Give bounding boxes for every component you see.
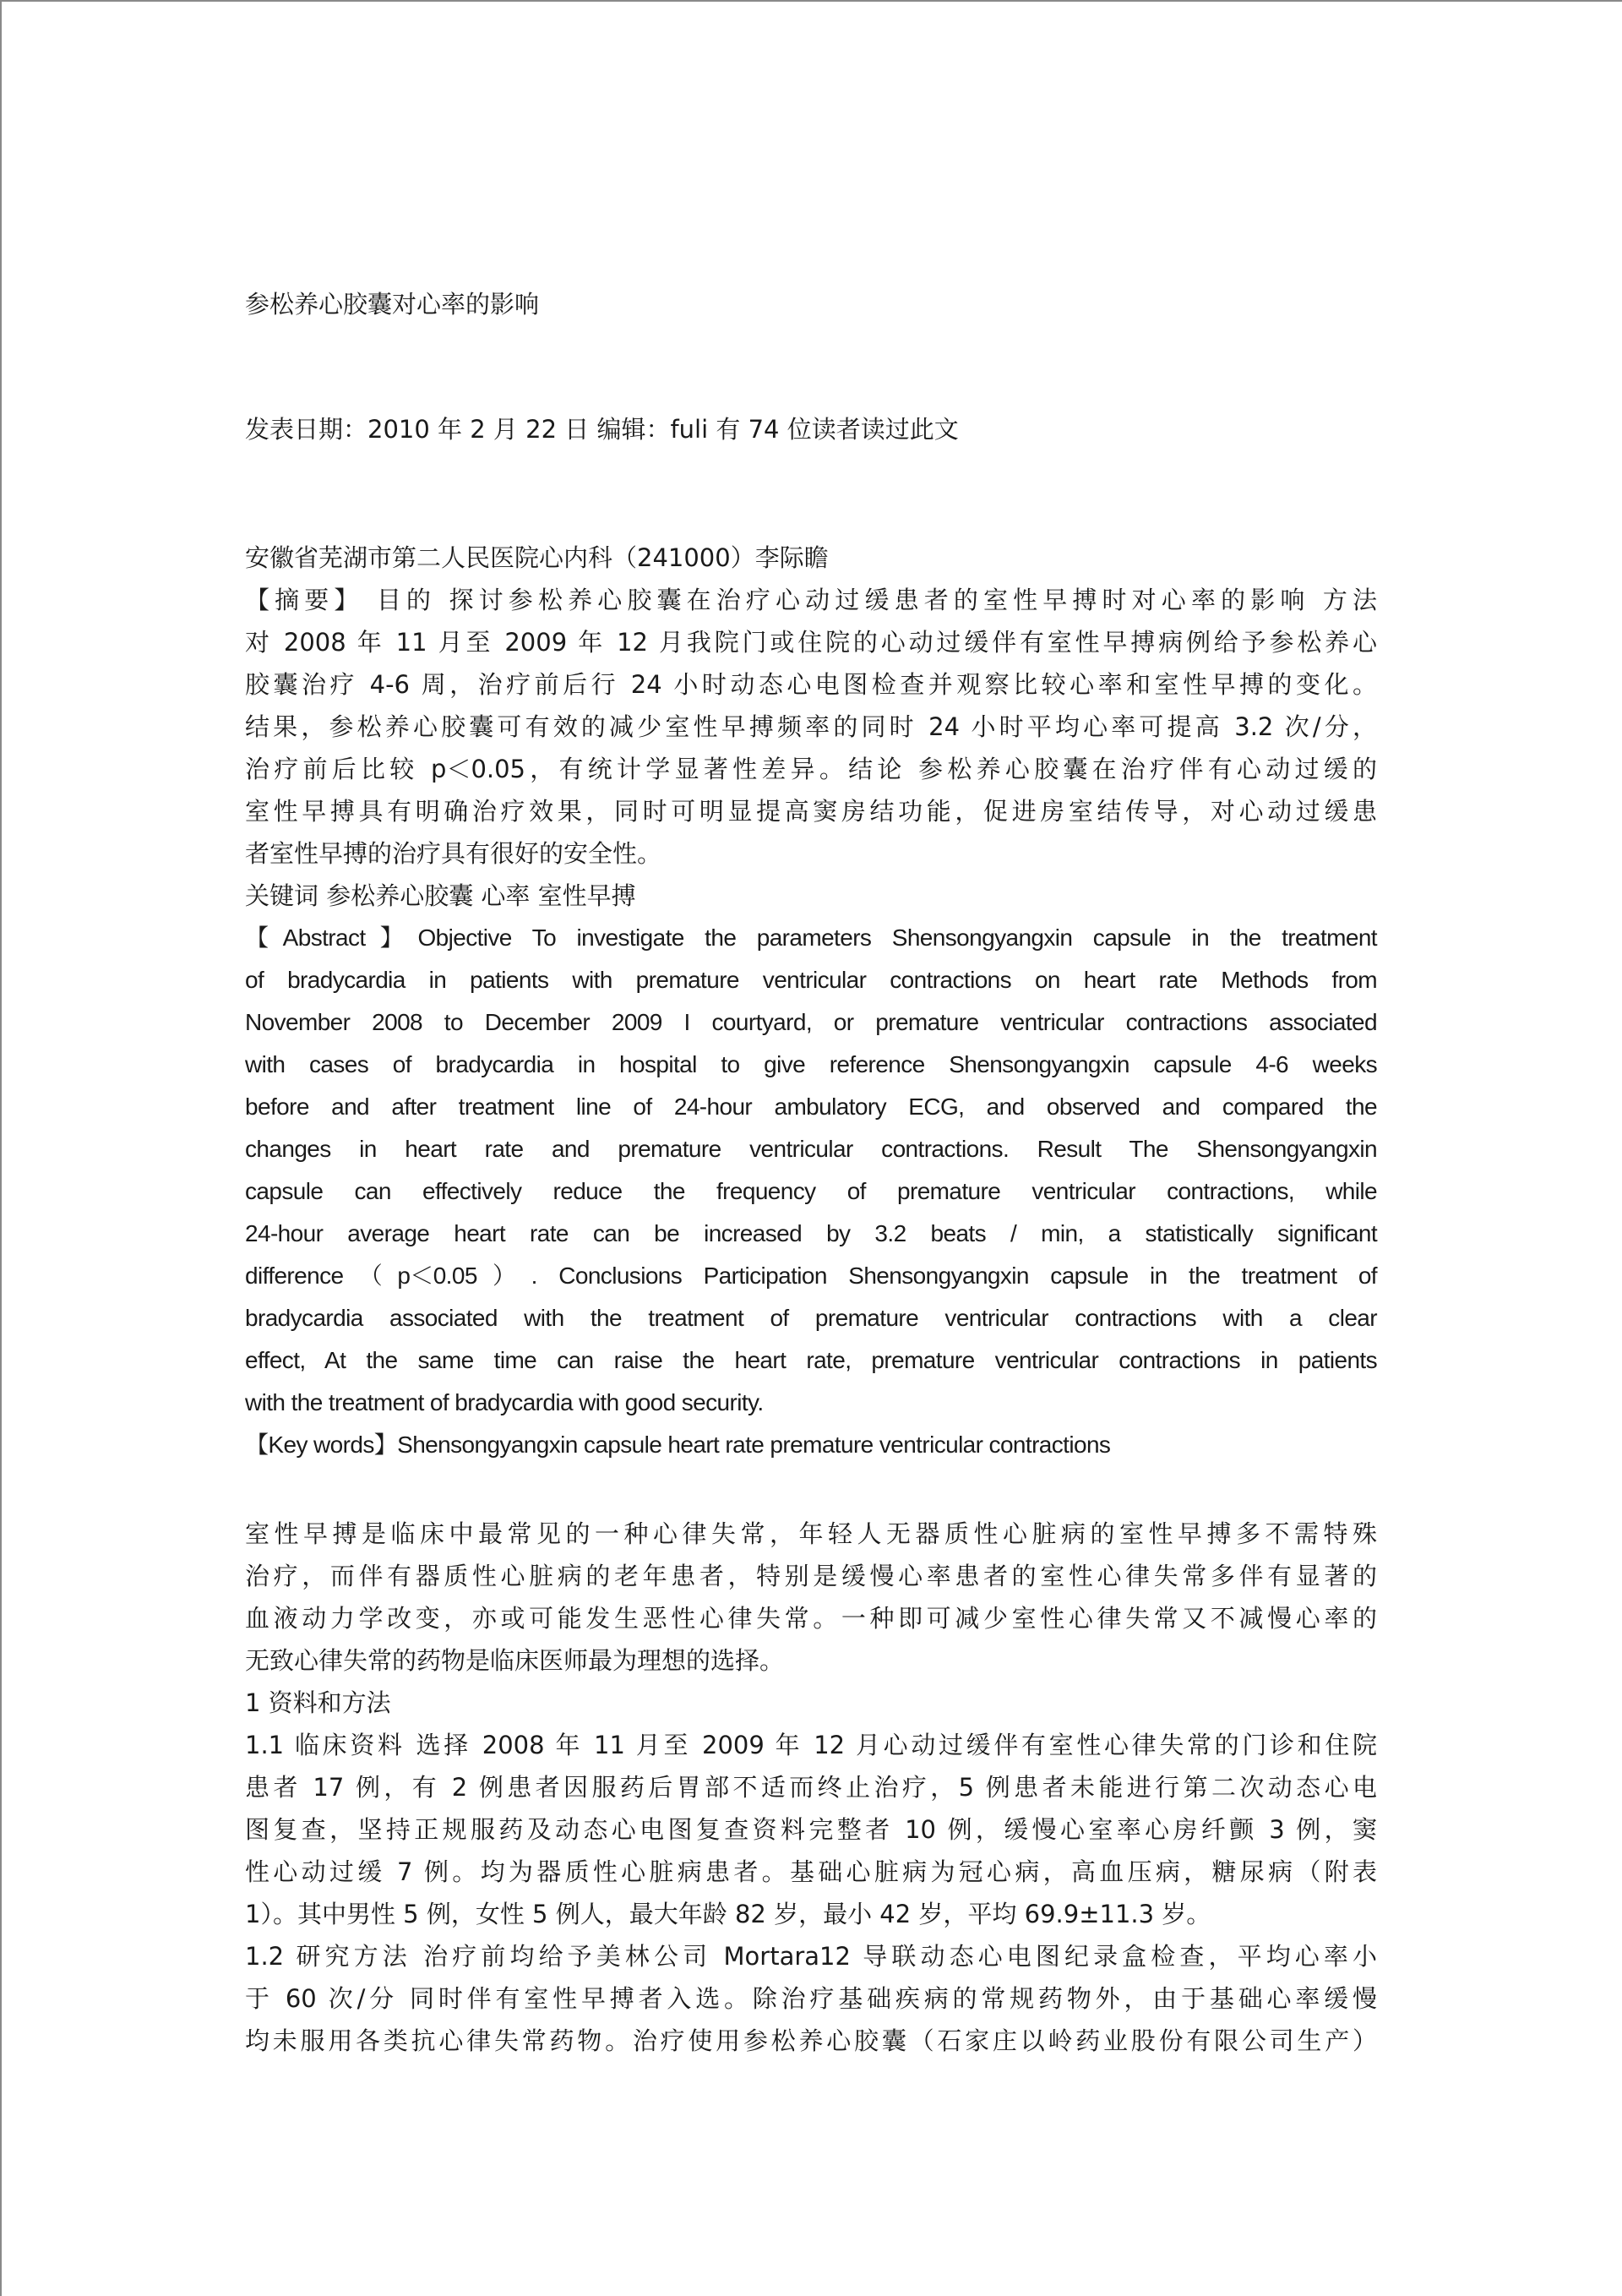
abstract-en-line: of bradycardia in patients with premature ventricular contractions on heart rate Methods from [245, 967, 1377, 993]
abstract-en-line: changes in heart rate and premature ventricular contractions. Result The Shensongyangxin [245, 1136, 1377, 1162]
section-1-1-line: 患者 17 例，有 2 例患者因服药后胃部不适而终止治疗，5 例患者未能进行第二次动态心电 [245, 1773, 1377, 1802]
abstract-en-line: capsule can effectively reduce the frequency of premature ventricular contractions, while [245, 1178, 1377, 1204]
section-1-2-line: 1.2 研究方法 治疗前均给予美林公司 Mortara12 导联动态心电图纪录盒检查，平均心率小 [245, 1942, 1377, 1971]
keywords-en: 【Key words】Shensongyangxin capsule heart rate premature ventricular contractions [245, 1432, 1111, 1458]
abstract-en-line: before and after treatment line of 24-hour ambulatory ECG, and observed and compared the [245, 1093, 1377, 1120]
section-1-1-line: 1.1 临床资料 选择 2008 年 11 月至 2009 年 12 月心动过缓伴有室性心律失常的门诊和住院 [245, 1731, 1377, 1759]
section-1-2-line: 于 60 次/分 同时伴有室性早搏者入选。除治疗基础疾病的常规药物外，由于基础心率缓慢 [245, 1984, 1377, 2013]
abstract-en-line: difference（p＜0.05）. Conclusions Participation Shensongyangxin capsule in the treatment of [245, 1263, 1377, 1289]
abstract-en-line: with the treatment of bradycardia with good security. [245, 1389, 764, 1415]
publish-meta: 发表日期：2010 年 2 月 22 日 编辑：fuli 有 74 位读者读过此文 [245, 415, 959, 444]
abstract-cn-line: 室性早搏具有明确治疗效果，同时可明显提高窦房结功能，促进房室结传导，对心动过缓患 [245, 797, 1377, 826]
page-border-top [0, 0, 1622, 2]
intro-line: 治疗，而伴有器质性心脏病的老年患者，特别是缓慢心率患者的室性心律失常多伴有显著的 [245, 1562, 1377, 1590]
abstract-cn-line: 【摘要】 目的 探讨参松养心胶囊在治疗心动过缓患者的室性早搏时对心率的影响 方法 [245, 586, 1377, 614]
abstract-en-line: November 2008 to December 2009 I courtyard, or premature ventricular contractions associated [245, 1009, 1377, 1035]
abstract-en-line: effect, At the same time can raise the heart rate, premature ventricular contractions in patients [245, 1347, 1377, 1373]
abstract-en-line: 【Abstract】Objective To investigate the parameters Shensongyangxin capsule in the treatment [245, 924, 1377, 951]
section-1-1-line: 1）。其中男性 5 例，女性 5 例人，最大年龄 82 岁，最小 42 岁，平均 69.9±11.3 岁。 [245, 1900, 1211, 1928]
abstract-cn-line: 治疗前后比较 p＜0.05，有统计学显著性差异。结论 参松养心胶囊在治疗伴有心动过缓的 [245, 755, 1377, 783]
abstract-en-line: 24-hour average heart rate can be increased by 3.2 beats / min, a statistically significant [245, 1220, 1377, 1246]
abstract-en-line: bradycardia associated with the treatment of premature ventricular contractions with a clear [245, 1305, 1377, 1331]
intro-line: 血液动力学改变，亦或可能发生恶性心律失常。一种即可减少室性心律失常又不减慢心率的 [245, 1604, 1377, 1633]
section-1-1-line: 图复查，坚持正规服药及动态心电图复查资料完整者 10 例，缓慢心室率心房纤颤 3 例，窦 [245, 1815, 1377, 1844]
section-heading: 1 资料和方法 [245, 1688, 391, 1717]
section-1-1-line: 性心动过缓 7 例。均为器质性心脏病患者。基础心脏病为冠心病，高血压病，糖尿病（附表 [245, 1857, 1377, 1886]
author-affiliation: 安徽省芜湖市第二人民医院心内科（241000）李际瞻 [245, 543, 829, 572]
keywords-cn: 关键词 参松养心胶囊 心率 室性早搏 [245, 881, 636, 910]
section-1-2-line: 均未服用各类抗心律失常药物。治疗使用参松养心胶囊（石家庄以岭药业股份有限公司生产） [245, 2026, 1377, 2055]
abstract-cn-line: 者室性早搏的治疗具有很好的安全性。 [245, 839, 662, 868]
abstract-cn-line: 对 2008 年 11 月至 2009 年 12 月我院门或住院的心动过缓伴有室性早搏病例给予参松养心 [245, 628, 1377, 657]
abstract-cn-line: 结果，参松养心胶囊可有效的减少室性早搏频率的同时 24 小时平均心率可提高 3.2 次/分， [245, 712, 1377, 741]
article-title: 参松养心胶囊对心率的影响 [245, 290, 540, 319]
abstract-cn-line: 胶囊治疗 4-6 周，治疗前后行 24 小时动态心电图检查并观察比较心率和室性早搏的变化。 [245, 670, 1377, 699]
abstract-en-line: with cases of bradycardia in hospital to give reference Shensongyangxin capsule 4-6 weeks [245, 1051, 1377, 1077]
intro-line: 室性早搏是临床中最常见的一种心律失常，年轻人无器质性心脏病的室性早搏多不需特殊 [245, 1519, 1377, 1548]
page-border-left [0, 0, 2, 2296]
intro-line: 无致心律失常的药物是临床医师最为理想的选择。 [245, 1646, 785, 1675]
